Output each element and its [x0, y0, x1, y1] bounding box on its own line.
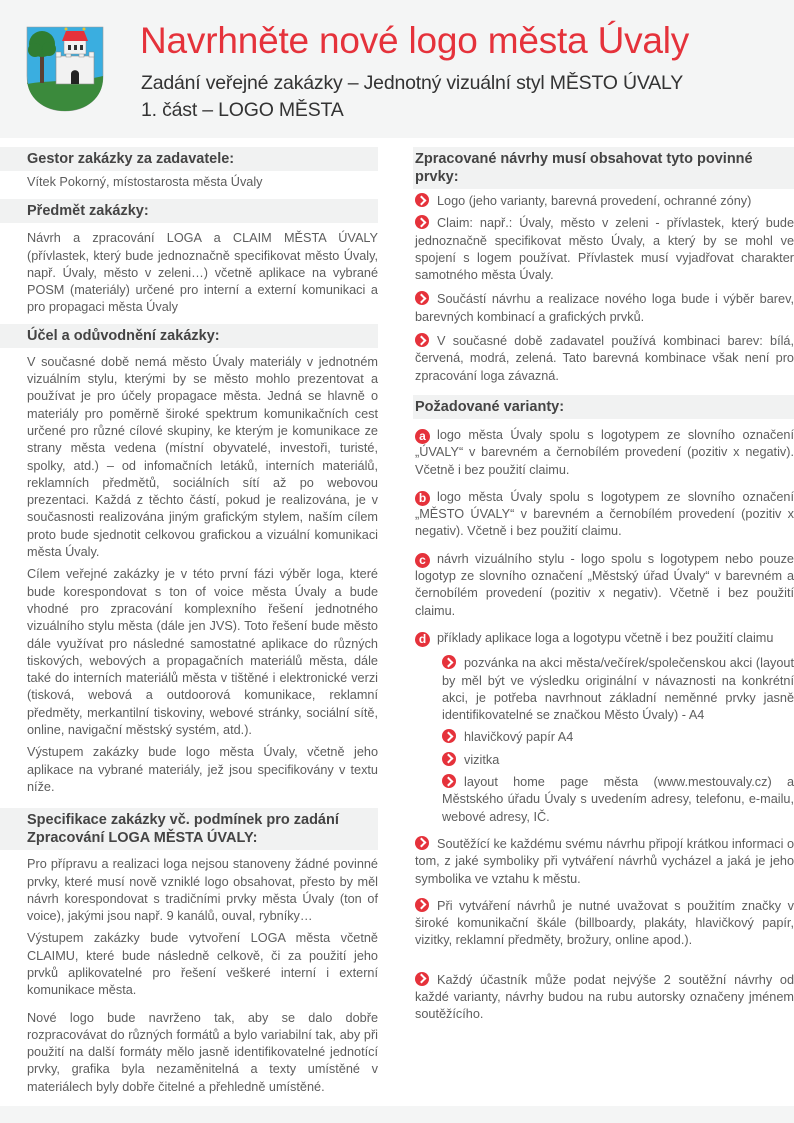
variant-text: logo města Úvaly spolu s logotypem ze slovního označení „MĚSTO ÚVALY“ v barevném a černobílém provedení (pozitiv x negativ). Včetně i bez použití claimu. — [415, 489, 794, 539]
letter-badge-icon: d — [415, 632, 430, 647]
variant-text: logo města Úvaly spolu s logotypem ze slovního označení „ÚVALY“ v barevném a černobílém provedení (pozitiv x negativ). Včetně i bez použití claimu. — [415, 427, 794, 477]
chevron-right-icon — [415, 972, 429, 986]
paragraph: V současné době nemá město Úvaly materiály v jednotném vizuálním stylu, kterými by se město mohlo prezentovat a používat je pro účely propagace města. Jedná se hlavně o materiály pro poměrně široké spektrum komunikačních cest určené pro různé cílové skupiny, ke kterým je komunikace ze strany města vedena (místní obyvatelé, investoři, turisté, spolky, atd.) – od infomačních letáků, interních materiálů, reklamních předmětů, sociálních sítí až po webovou prezentaci. Každá z těchto částí, pokud je realizována, je v současnosti realizována jiným grafickým stylem, naším cílem proto bude sjednotit celkovou grafickou a vizuální komunikaci města Úvaly. — [27, 354, 378, 560]
list-item-text: Logo (jeho varianty, barevná provedení, ochranné zóny) — [437, 194, 752, 208]
letter-badge-icon: a — [415, 429, 430, 444]
list-item-text: V současné době zadavatel používá kombinaci barev: bílá, červená, modrá, zelená. Tato barevná kombinace však není pro zpracování loga závazná. — [415, 334, 794, 383]
chevron-right-icon — [415, 333, 429, 347]
chevron-right-icon — [415, 836, 429, 850]
section-heading-gestor: Gestor zakázky za zadavatele: — [0, 147, 378, 171]
note-item — [415, 972, 794, 1024]
sub-item — [415, 729, 794, 746]
sub-item — [415, 655, 794, 724]
variant-text: návrh vizuálního stylu - logo spolu s logotypem nebo pouze logotyp ze slovního označení „Městský úřad Úvaly“ v barevném a černobílém provedení (pozitiv x negativ). Včetně i bez použití claimu. — [415, 551, 794, 618]
sub-item-text: hlavičkový papír A4 — [464, 730, 574, 745]
chevron-right-icon — [442, 774, 456, 788]
paragraph: Výstupem zakázky bude vytvoření LOGA města včetně CLAIMU, které bude následně celkově, či za použití jeho prvků aplikovatelné pro řešení veškeré interní i externí komunikace města. — [27, 931, 378, 998]
povinne-list — [413, 193, 794, 385]
variant-item-c — [415, 551, 794, 620]
letter-badge-icon: b — [415, 491, 430, 506]
page-header — [0, 0, 794, 138]
section-heading-varianty: Požadované varianty: — [413, 395, 794, 419]
sub-item — [415, 774, 794, 826]
sub-item — [415, 752, 794, 769]
page-title: Navrhněte nové logo města Úvaly — [140, 20, 690, 61]
gestor-text: Vítek Pokorný, místostarosta města Úvaly — [27, 175, 263, 189]
note-text: Každý účastník může podat nejvýše 2 soutěžní návrhy od každé varianty, návrhy budou na rubu autorsky označeny jménem soutěžícího. — [415, 972, 794, 1022]
right-column — [413, 147, 794, 1029]
variant-item-a — [415, 427, 794, 479]
paragraph: Pro přípravu a realizaci loga nejsou stanoveny žádné povinné prvky, které musí nově vzniklé logo obsahovat, přesto by měl návrh korespondovat s tradičními prvky města Úvaly (ton of voice), jakými jsou např. 9 kanálů, ouval, rybníky… — [27, 857, 378, 924]
list-item — [415, 291, 794, 326]
chevron-right-icon — [415, 291, 429, 305]
sub-item-text: layout home page města (www.mestouvaly.cz) a Městského úřadu Úvaly s uvedením adresy, telefonu, e-mailu, webové adresy, IČ. — [442, 775, 794, 824]
specifikace-body — [0, 856, 378, 1096]
chevron-right-icon — [415, 898, 429, 912]
city-coat-of-arms-icon — [26, 26, 104, 112]
chevron-right-icon — [442, 729, 456, 743]
chevron-right-icon — [442, 655, 456, 669]
paragraph: Cílem veřejné zakázky je v této první fázi výběr loga, které bude korespondovat s ton of voice města Úvaly a bude vhodné pro zpracování komplexního řešení jednotného vizuálního stylu města (dále jen JVS). Toto řešení bude město dále využívat pro následné samostatné aplikace do různých tiskových, webových a propagačních materiálů města, dále také do interních materiálů města v tištěné i elektronické verzi (tisková, webová a outdoorová komunikace, reklamní předměty, merkantilní tiskoviny, webové stránky, sociální sítě, online, navigační městský systém, atd.). — [27, 567, 378, 738]
variant-text: příklady aplikace loga a logotypu včetně i bez použití claimu — [437, 630, 774, 645]
heading-line: Zpracování LOGA MĚSTA ÚVALY: — [27, 830, 258, 847]
ucel-body — [0, 354, 378, 796]
chevron-right-icon — [442, 752, 456, 766]
chevron-right-icon — [415, 193, 429, 207]
list-item — [415, 193, 794, 210]
list-item-text: Claim: např.: Úvaly, město v zeleni - přívlastek, který bude jednoznačně specifikovat město Úvaly, a který by se mohl ve spojení s logem používat. Přívlastek musí vyjadřovat charakter samotného města Úvaly. — [415, 216, 794, 283]
page-subtitle: Zadání veřejné zakázky – Jednotný vizuální styl MĚSTO ÚVALY — [141, 72, 684, 94]
variant-item-b — [415, 489, 794, 541]
letter-badge-icon: c — [415, 553, 430, 568]
page-subtitle-part: 1. část – LOGO MĚSTA — [141, 99, 344, 121]
sub-item-text: vizitka — [464, 752, 500, 767]
section-heading-predmet: Předmět zakázky: — [0, 199, 378, 223]
note-item — [415, 836, 794, 888]
sub-item-text: pozvánka na akci města/večírek/společenskou akci (layout by měl být ve výsledku originální v návaznosti na konkrétní akci, je potřeba navrhnout základní neměnné prvky jasně identifikovatelné se značkou Město Úvaly) - A4 — [442, 656, 794, 723]
section-heading-povinne: Zpracované návrhy musí obsahovat tyto povinné prvky: — [413, 147, 794, 189]
section-heading-specifikace — [0, 808, 378, 850]
list-item-text: Součástí návrhu a realizace nového loga bude i výběr barev, barevných kombinací a grafických prvků. — [415, 292, 794, 324]
paragraph: Nové logo bude navrženo tak, aby se dalo dobře rozpracovávat do různých formátů a bylo variabilní tak, aby při použití na další formáty mělo jasně identifikovatelné jednotící prvky, grafika byla nezaměnitelná a texty umístěné v materiálech byly dobře čitelné a přehledně umístěné. — [27, 1010, 378, 1094]
list-item — [415, 215, 794, 284]
note-item — [415, 898, 794, 950]
page-footer-band — [0, 1106, 794, 1123]
heading-line: Specifikace zakázky vč. podmínek pro zadání — [27, 812, 339, 829]
paragraph: Výstupem zakázky bude logo města Úvaly, včetně jeho aplikace na vybrané materiály, jež jsou specifikovány v textu níže. — [27, 745, 378, 794]
varianty-list — [413, 427, 794, 1024]
list-item — [415, 333, 794, 385]
section-heading-ucel: Účel a odůvodnění zakázky: — [0, 324, 378, 348]
variant-item-d — [415, 630, 794, 647]
chevron-right-icon — [415, 215, 429, 229]
left-column — [0, 147, 378, 1101]
note-text: Soutěžící ke každému svému návrhu připojí krátkou informaci o tom, z jaké symboliky při vytváření návrhů vycházel a jaká je jeho symbolika ve vztahu k městu. — [415, 836, 794, 886]
note-text: Při vytváření návrhů je nutné uvažovat s použitím značky v široké komunikační škále (billboardy, plakáty, hlavičkový papír, vizitky, reklamní předměty, brožury, online apod.). — [415, 898, 794, 948]
predmet-text: Návrh a zpracování LOGA a CLAIM MĚSTA ÚVALY (přívlastek, který bude jednoznačně specifikovat město Úvaly, např. Úvaly, město v zeleni…) včetně aplikace na vybrané POSM (materiály) určené pro interní a externí komunikaci a pro propagaci města Úvaly — [27, 231, 378, 315]
